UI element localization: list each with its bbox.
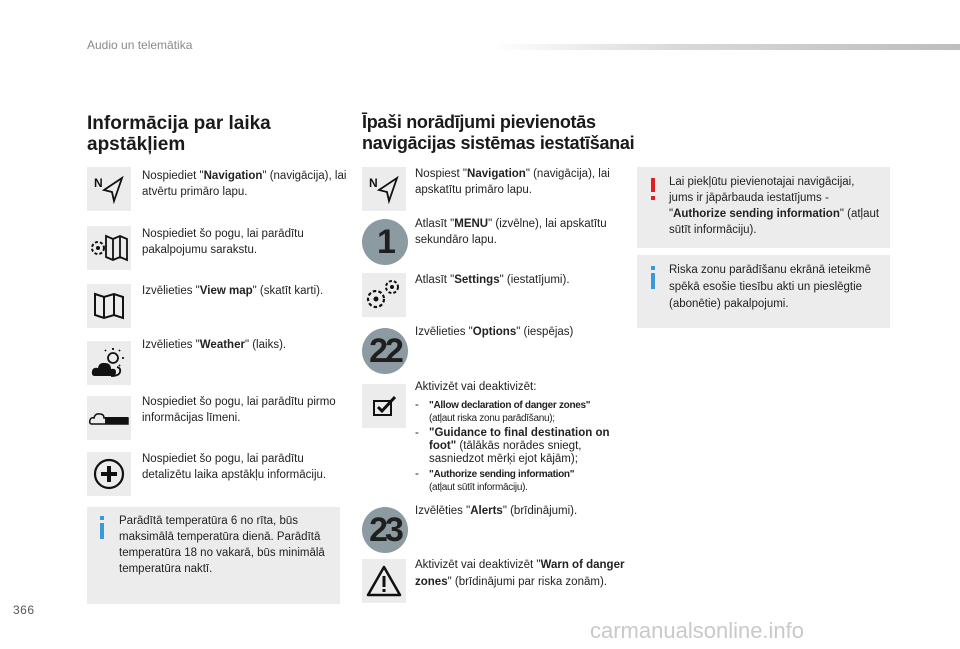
warning-icon — [651, 178, 655, 192]
mid-step-6: Izvēlēties "Alerts" (brīdinājumi). — [415, 505, 578, 517]
page-number: 366 — [13, 603, 35, 617]
checkbox-icon — [362, 384, 406, 428]
watermark: carmanualsonline.info — [590, 618, 805, 643]
options-list — [415, 399, 627, 494]
left-step-4: Izvēlieties "Weather" (laiks). — [142, 339, 287, 351]
list-item: - "Allow declaration of danger zones" (atļaut riska zonu parādīšanu); — [415, 399, 591, 424]
left-step-1: Nospiediet "Navigation" (navigācija), lai atvērtu primāro lapu. — [142, 170, 347, 198]
navigation-settings-title: Īpaši norādījumi pievienotās navigācijas sistēmas iestatīšanai — [362, 112, 635, 153]
info-icon-dot — [100, 516, 104, 520]
mid-step-3: Atlasīt "Settings" (iestatījumi). — [415, 274, 570, 286]
header-bar — [490, 44, 960, 50]
warning-icon-dot — [651, 196, 655, 200]
step-number-1: 1 — [362, 219, 408, 265]
mid-step-7: Aktivizēt vai deaktivizēt "Warn of danger zones" (brīdinājumi par riska zonām). — [415, 559, 625, 588]
left-step-3: Izvēlieties "View map" (skatīt karti). — [142, 285, 324, 297]
info-icon — [100, 523, 104, 539]
mid-step-4: Izvēlieties "Options" (iespējas) — [415, 326, 574, 338]
navigation-icon-2 — [362, 167, 406, 211]
step-number-22: 22 — [362, 328, 408, 374]
weather-title: Informācija par laika apstākļiem — [87, 113, 271, 155]
plus-detail-icon — [87, 452, 131, 496]
left-step-2: Nospiediet šo pogu, lai parādītu pakalpojumu sarakstu. — [142, 228, 304, 256]
info-icon-2 — [651, 273, 655, 289]
settings-icon — [362, 273, 406, 317]
services-icon — [87, 226, 131, 270]
weather-icon — [87, 341, 131, 385]
weather-bar-icon — [87, 396, 131, 440]
list-item: - "Authorize sending information" (atļaut sūtīt informāciju). — [415, 468, 575, 493]
mid-step-2: Atlasīt "MENU" (izvēlne), lai apskatītu sekundāro lapu. — [415, 218, 607, 246]
authorize-warning-text: Lai piekļūtu pievienotajai navigācijai, jums ir jāpārbauda iestatījums - "Authorize sending information" (atļaut sūtīt informāciju). — [669, 176, 880, 236]
svg-text:N: N — [94, 176, 103, 190]
svg-text:N: N — [369, 176, 378, 190]
list-item: - "Guidance to final destination on foot" (tālākās norādes sniegt, sasniedzot mērķi ejot kājām); — [415, 427, 610, 465]
section-header: Audio un telemātika — [87, 38, 193, 52]
navigation-icon — [87, 167, 131, 211]
mid-step-5-intro: Aktivizēt vai deaktivizēt: — [415, 381, 537, 393]
mid-step-1: Nospiest "Navigation" (navigācija), lai apskatītu primāro lapu. — [415, 168, 610, 196]
left-step-6: Nospiediet šo pogu, lai parādītu detalizētu laika apstākļu informāciju. — [142, 453, 327, 481]
temperature-note-text: Parādītā temperatūra 6 no rīta, būs maksimālā temperatūra dienā. Parādītā temperatūra 18 no vakarā, būs minimālā temperatūra naktī. — [119, 515, 325, 575]
step-number-23: 23 — [362, 507, 408, 553]
map-icon — [87, 284, 131, 328]
left-step-5: Nospiediet šo pogu, lai parādītu pirmo informācijas līmeni. — [142, 396, 336, 424]
info-icon-dot-2 — [651, 266, 655, 270]
warning-triangle-icon — [362, 559, 406, 603]
danger-zones-info-text: Riska zonu parādīšanu ekrānā ieteikmē spēkā esošie tiesību akti un pieslēgtie (abonētie) pakalpojumi. — [669, 264, 872, 310]
